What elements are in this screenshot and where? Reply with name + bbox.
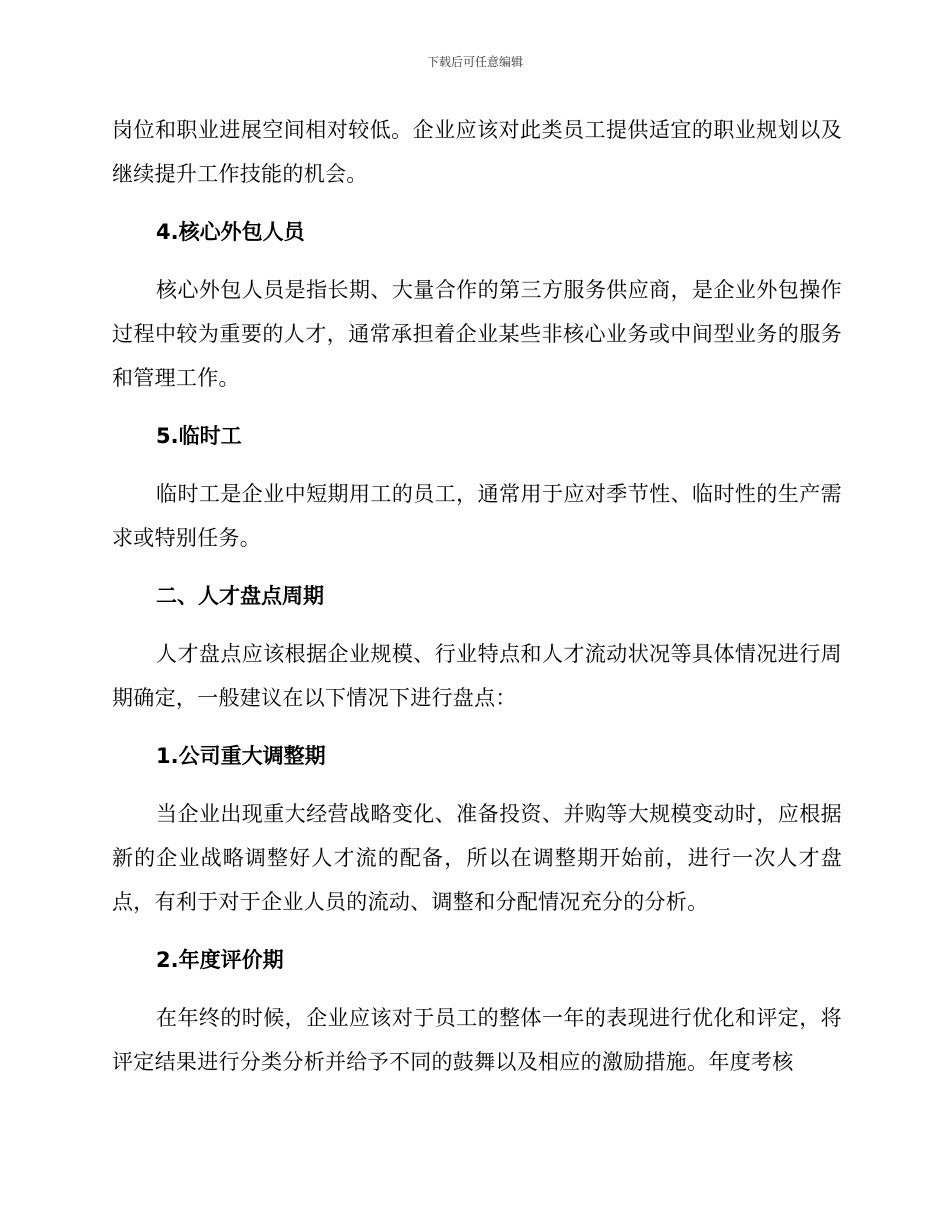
section-heading-major-adjustment: 1.公司重大调整期 — [156, 744, 326, 768]
section-heading-annual-review: 2.年度评价期 — [156, 948, 284, 972]
paragraph-core-outsourcing: 核心外包人员是指长期、大量合作的第三方服务供应商，是企业外包操作过程中较为重要的人才，通常承担着企业某些非核心业务或中间型业务的服务和管理工作。 — [112, 278, 842, 390]
section-heading-core-outsourcing: 4.核心外包人员 — [156, 220, 305, 244]
header-note: 下载后可任意编辑 — [426, 55, 523, 69]
paragraph-talent-review-cycle: 人才盘点应该根据企业规模、行业特点和人才流动状况等具体情况进行周期确定，一般建议在以下情况下进行盘点： — [112, 642, 842, 710]
section-heading-temporary-worker: 5.临时工 — [156, 424, 242, 448]
paragraph-temporary-worker: 临时工是企业中短期用工的员工，通常用于应对季节性、临时性的生产需求或特别任务。 — [112, 482, 842, 550]
paragraph-1: 岗位和职业进展空间相对较低。企业应该对此类员工提供适宜的职业规划以及继续提升工作技能的机会。 — [112, 118, 842, 186]
paragraph-major-adjustment: 当企业出现重大经营战略变化、准备投资、并购等大规模变动时，应根据新的企业战略调整好人才流的配备，所以在调整期开始前，进行一次人才盘点，有利于对于企业人员的流动、调整和分配情况充分的分析。 — [112, 802, 842, 914]
document-body — [112, 108, 842, 1098]
section-heading-talent-review-cycle: 二、人才盘点周期 — [156, 584, 324, 608]
paragraph-annual-review: 在年终的时候，企业应该对于员工的整体一年的表现进行优化和评定，将评定结果进行分类分析并给予不同的鼓舞以及相应的激励措施。年度考核 — [112, 1006, 842, 1074]
